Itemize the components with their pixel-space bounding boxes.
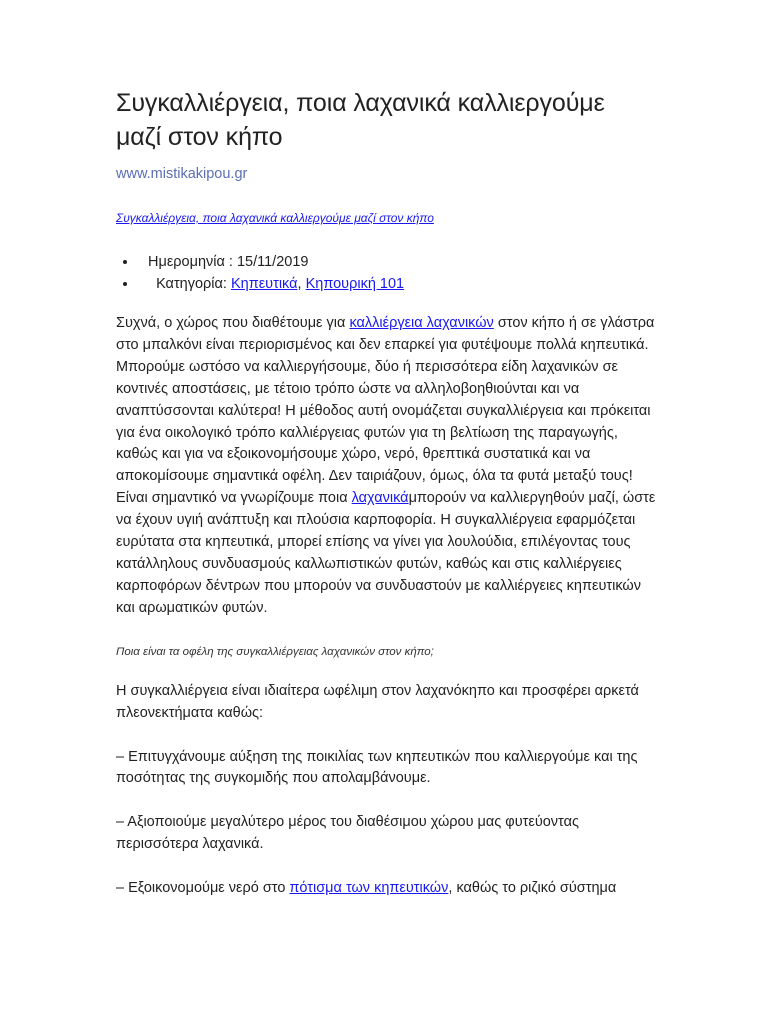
intro-text-2: στον κήπο ή σε γλάστρα στο μπαλκόνι είναι περιορισμένος και δεν επαρκεί για φυτέψουμε πολλά κηπευτικά. Μπορούμε ωστόσο να καλλιεργήσουμε, δύο ή περισσότερα είδη λαχανικών σε κοντινές αποστάσεις, με τέτοιο τρόπο ώστε να αλληλοβοηθιούνται και να αναπτύσσονται καλύτερα! Η μέθοδος αυτή ονομάζεται συγκαλλιέργεια και πρόκειται για ένα οικολογικό τρόπο καλλιέργειας φυτών για τη βελτίωση της παραγωγής, καθώς και για να εξοικονομήσουμε χώρο, νερό, θρεπτικά συστατικά και να αποκομίσουμε σημαντικά οφέλη. Δεν ταιριάζουν, όμως, όλα τα φυτά μεταξύ τους! Είναι σημαντικό να γνωρίζουμε ποια <box>116 315 655 507</box>
vegetables-link[interactable]: λαχανικά <box>351 490 409 507</box>
article-title-link[interactable]: Συγκαλλιέργεια, ποια λαχανικά καλλιεργούμε μαζί στον κήπο <box>116 211 434 225</box>
meta-category <box>138 273 656 295</box>
category-link-kipouriki-101[interactable]: Κηπουρική 101 <box>305 276 405 292</box>
watering-vegetables-link[interactable]: πότισμα των κηπευτικών <box>289 880 449 897</box>
category-label: Κατηγορία: <box>156 276 231 292</box>
intro-paragraph <box>116 313 656 620</box>
benefit-item-2: – Αξιοποιούμε μεγαλύτερο μέρος του διαθέσιμου χώρου μας φυτεύοντας περισσότερα λαχανικά. <box>116 814 579 853</box>
vegetable-growing-link[interactable]: καλλιέργεια λαχανικών <box>349 315 494 331</box>
category-link-kipeftika[interactable]: Κηπευτικά <box>230 276 298 292</box>
page-title: Συγκαλλιέργεια, ποια λαχανικά καλλιεργούμε μαζί στον κήπο <box>116 89 605 151</box>
meta-date: • Ημερομηνία : 15/11/2019 <box>138 251 656 273</box>
benefits-intro-paragraph: Η συγκαλλιέργεια είναι ιδιαίτερα ωφέλιμη στον λαχανόκηπο και προσφέρει αρκετά πλεονεκτήματα καθώς: <box>116 682 639 721</box>
benefit-item-3 <box>116 878 656 900</box>
category-separator: , <box>297 276 306 292</box>
section-subheading: Ποια είναι τα οφέλη της συγκαλλιέργειας λαχανικών στον κήπο; <box>116 645 434 658</box>
source-domain: www.mistikakipou.gr <box>116 166 248 182</box>
benefit-3-text-2: , καθώς το ριζικό σύστημα <box>448 880 617 897</box>
benefit-3-text-1: – Εξοικονομούμε νερό στο <box>116 880 290 897</box>
intro-text-1: Συχνά, ο χώρος που διαθέτουμε για <box>116 315 350 331</box>
intro-text-3: μπορούν να καλλιεργηθούν μαζί, ώστε να έχουν υγιή ανάπτυξη και πλούσια καρποφορία. Η συγκαλλιέργεια εφαρμόζεται ευρύτατα στα κηπευτικά, μπορεί επίσης να γίνει για λουλούδια, επιλέγοντας τους κατάλληλους συνδυασμούς καλλωπιστικών φυτών, καθώς και στις καλλιέργειες καρποφόρων δέντρων που μπορούν να συνδυαστούν με καλλιέργειες κηπευτικών και αρωματικών φυτών. <box>116 490 656 616</box>
article <box>116 86 656 900</box>
article-meta-list <box>116 251 656 295</box>
benefit-item-1: – Επιτυγχάνουμε αύξηση της ποικιλίας των κηπευτικών που καλλιεργούμε και της ποσότητας της συγκομιδής που απολαμβάνουμε. <box>116 748 638 787</box>
